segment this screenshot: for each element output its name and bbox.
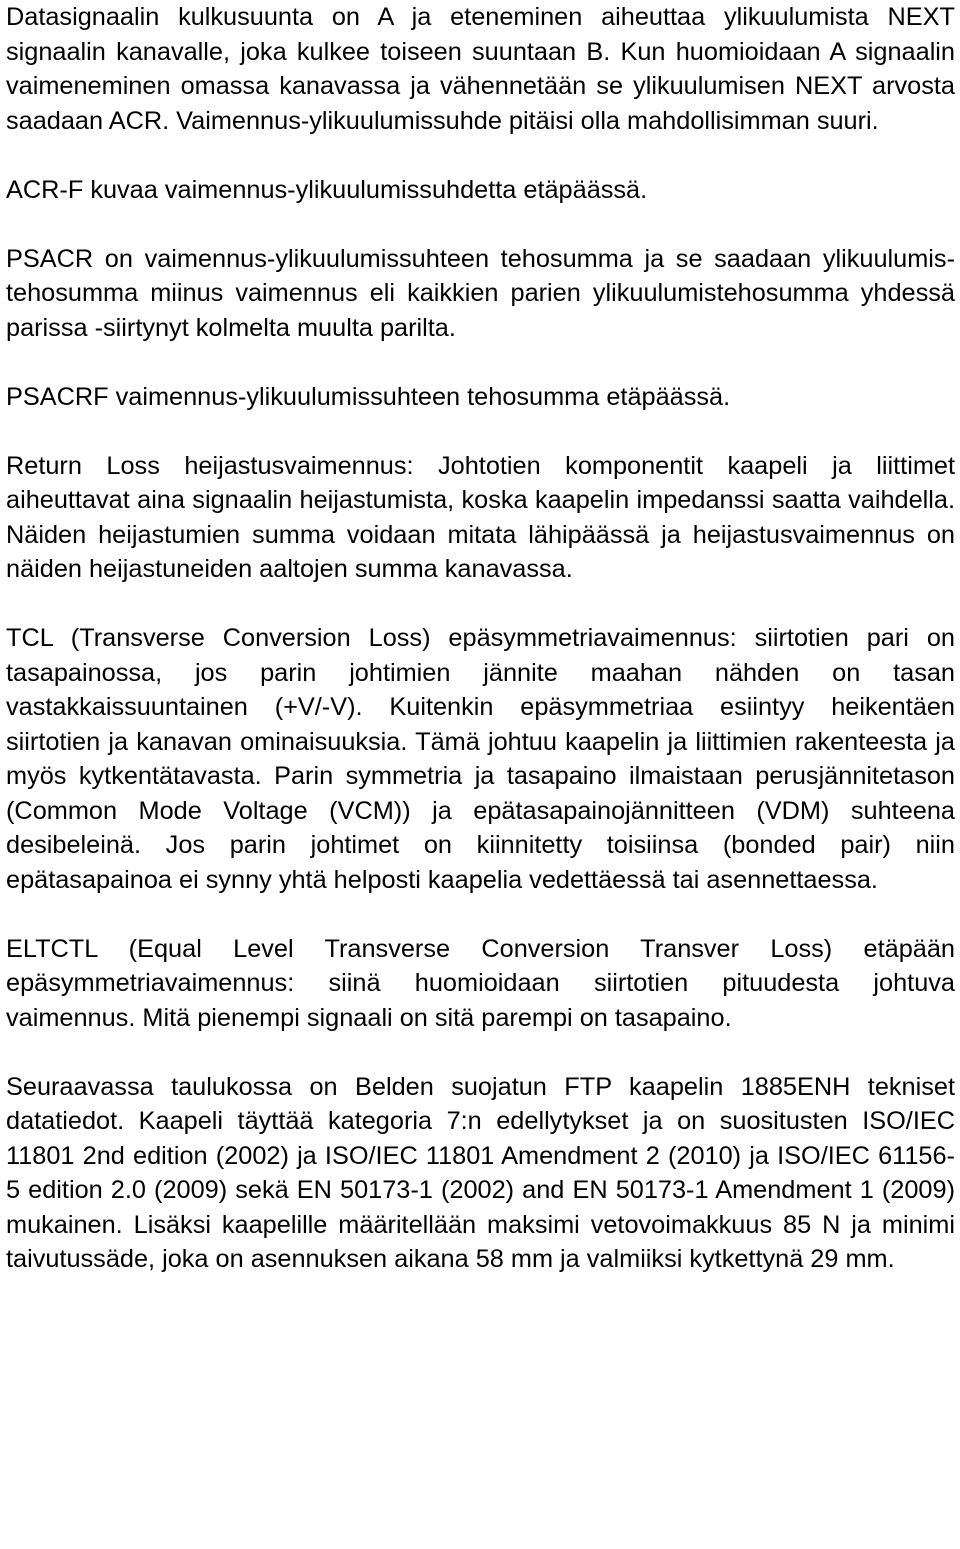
- paragraph-acr-intro: Datasignaalin kulkusuunta on A ja eteneminen aiheuttaa ylikuulumista NEXT signaalin kanavalle, joka kulkee toiseen suuntaan B. Kun huomioidaan A signaalin vaimeneminen omassa kanavassa ja vähennetään se ylikuulumisen NEXT arvosta saadaan ACR. Vaimennus-ylikuulumissuhde pitäisi olla mahdollisimman suuri.: [6, 3, 955, 135]
- paragraph-psacr: PSACR on vaimennus-ylikuulumissuhteen tehosumma ja se saadaan ylikuulumis-tehosumma miinus vaimennus eli kaikkien parien ylikuulumistehosumma yhdessä parissa -siirtynyt kolmelta muulta parilta.: [6, 244, 955, 342]
- document-page: [6, 0, 955, 1277]
- paragraph-eltctl: ELTCTL (Equal Level Transverse Conversion Transver Loss) etäpään epäsymmetriavaimennus: siinä huomioidaan siirtotien pituudesta johtuva vaimennus. Mitä pienempi signaali on sitä parempi on tasapaino.: [6, 934, 955, 1032]
- paragraph-belden-cable: Seuraavassa taulukossa on Belden suojatun FTP kaapelin 1885ENH tekniset datatiedot. Kaapeli täyttää kategoria 7:n edellytykset ja on suositusten ISO/IEC 11801 2nd edition (2002) ja ISO/IEC 11801 Amendment 2 (2010) ja ISO/IEC 61156-5 edition 2.0 (2009) sekä EN 50173-1 (2002) and EN 50173-1 Amendment 1 (2009) mukainen. Lisäksi kaapelille määritellään maksimi vetovoimakkuus 85 N ja minimi taivutussäde, joka on asennuksen aikana 58 mm ja valmiiksi kytkettynä 29 mm.: [6, 1072, 955, 1273]
- paragraph-acr-f: ACR-F kuvaa vaimennus-ylikuulumissuhdetta etäpäässä.: [6, 175, 648, 204]
- paragraph-psacrf: PSACRF vaimennus-ylikuulumissuhteen tehosumma etäpäässä.: [6, 382, 731, 411]
- paragraph-tcl: TCL (Transverse Conversion Loss) epäsymmetriavaimennus: siirtotien pari on tasapainossa, jos parin johtimien jännite maahan nähden on tasan vastakkaissuuntainen (+V/-V). Kuitenkin epäsymmetriaa esiintyy heikentäen siirtotien ja kanavan ominaisuuksia. Tämä johtuu kaapelin ja liittimien rakenteesta ja myös kytkentätavasta. Parin symmetria ja tasapaino ilmaistaan perusjännitetason (Common Mode Voltage (VCM)) ja epätasapainojännitteen (VDM) suhteena desibeleinä. Jos parin johtimet on kiinnitetty toisiinsa (bonded pair) niin epätasapainoa ei synny yhtä helposti kaapelia vedettäessä tai asennettaessa.: [6, 624, 955, 894]
- paragraph-return-loss: Return Loss heijastusvaimennus: Johtotien komponentit kaapeli ja liittimet aiheuttavat aina signaalin heijastumista, koska kaapelin impedanssi saatta vaihdella. Näiden heijastumien summa voidaan mitata lähipäässä ja heijastusvaimennus on näiden heijastuneiden aaltojen summa kanavassa.: [6, 451, 955, 583]
